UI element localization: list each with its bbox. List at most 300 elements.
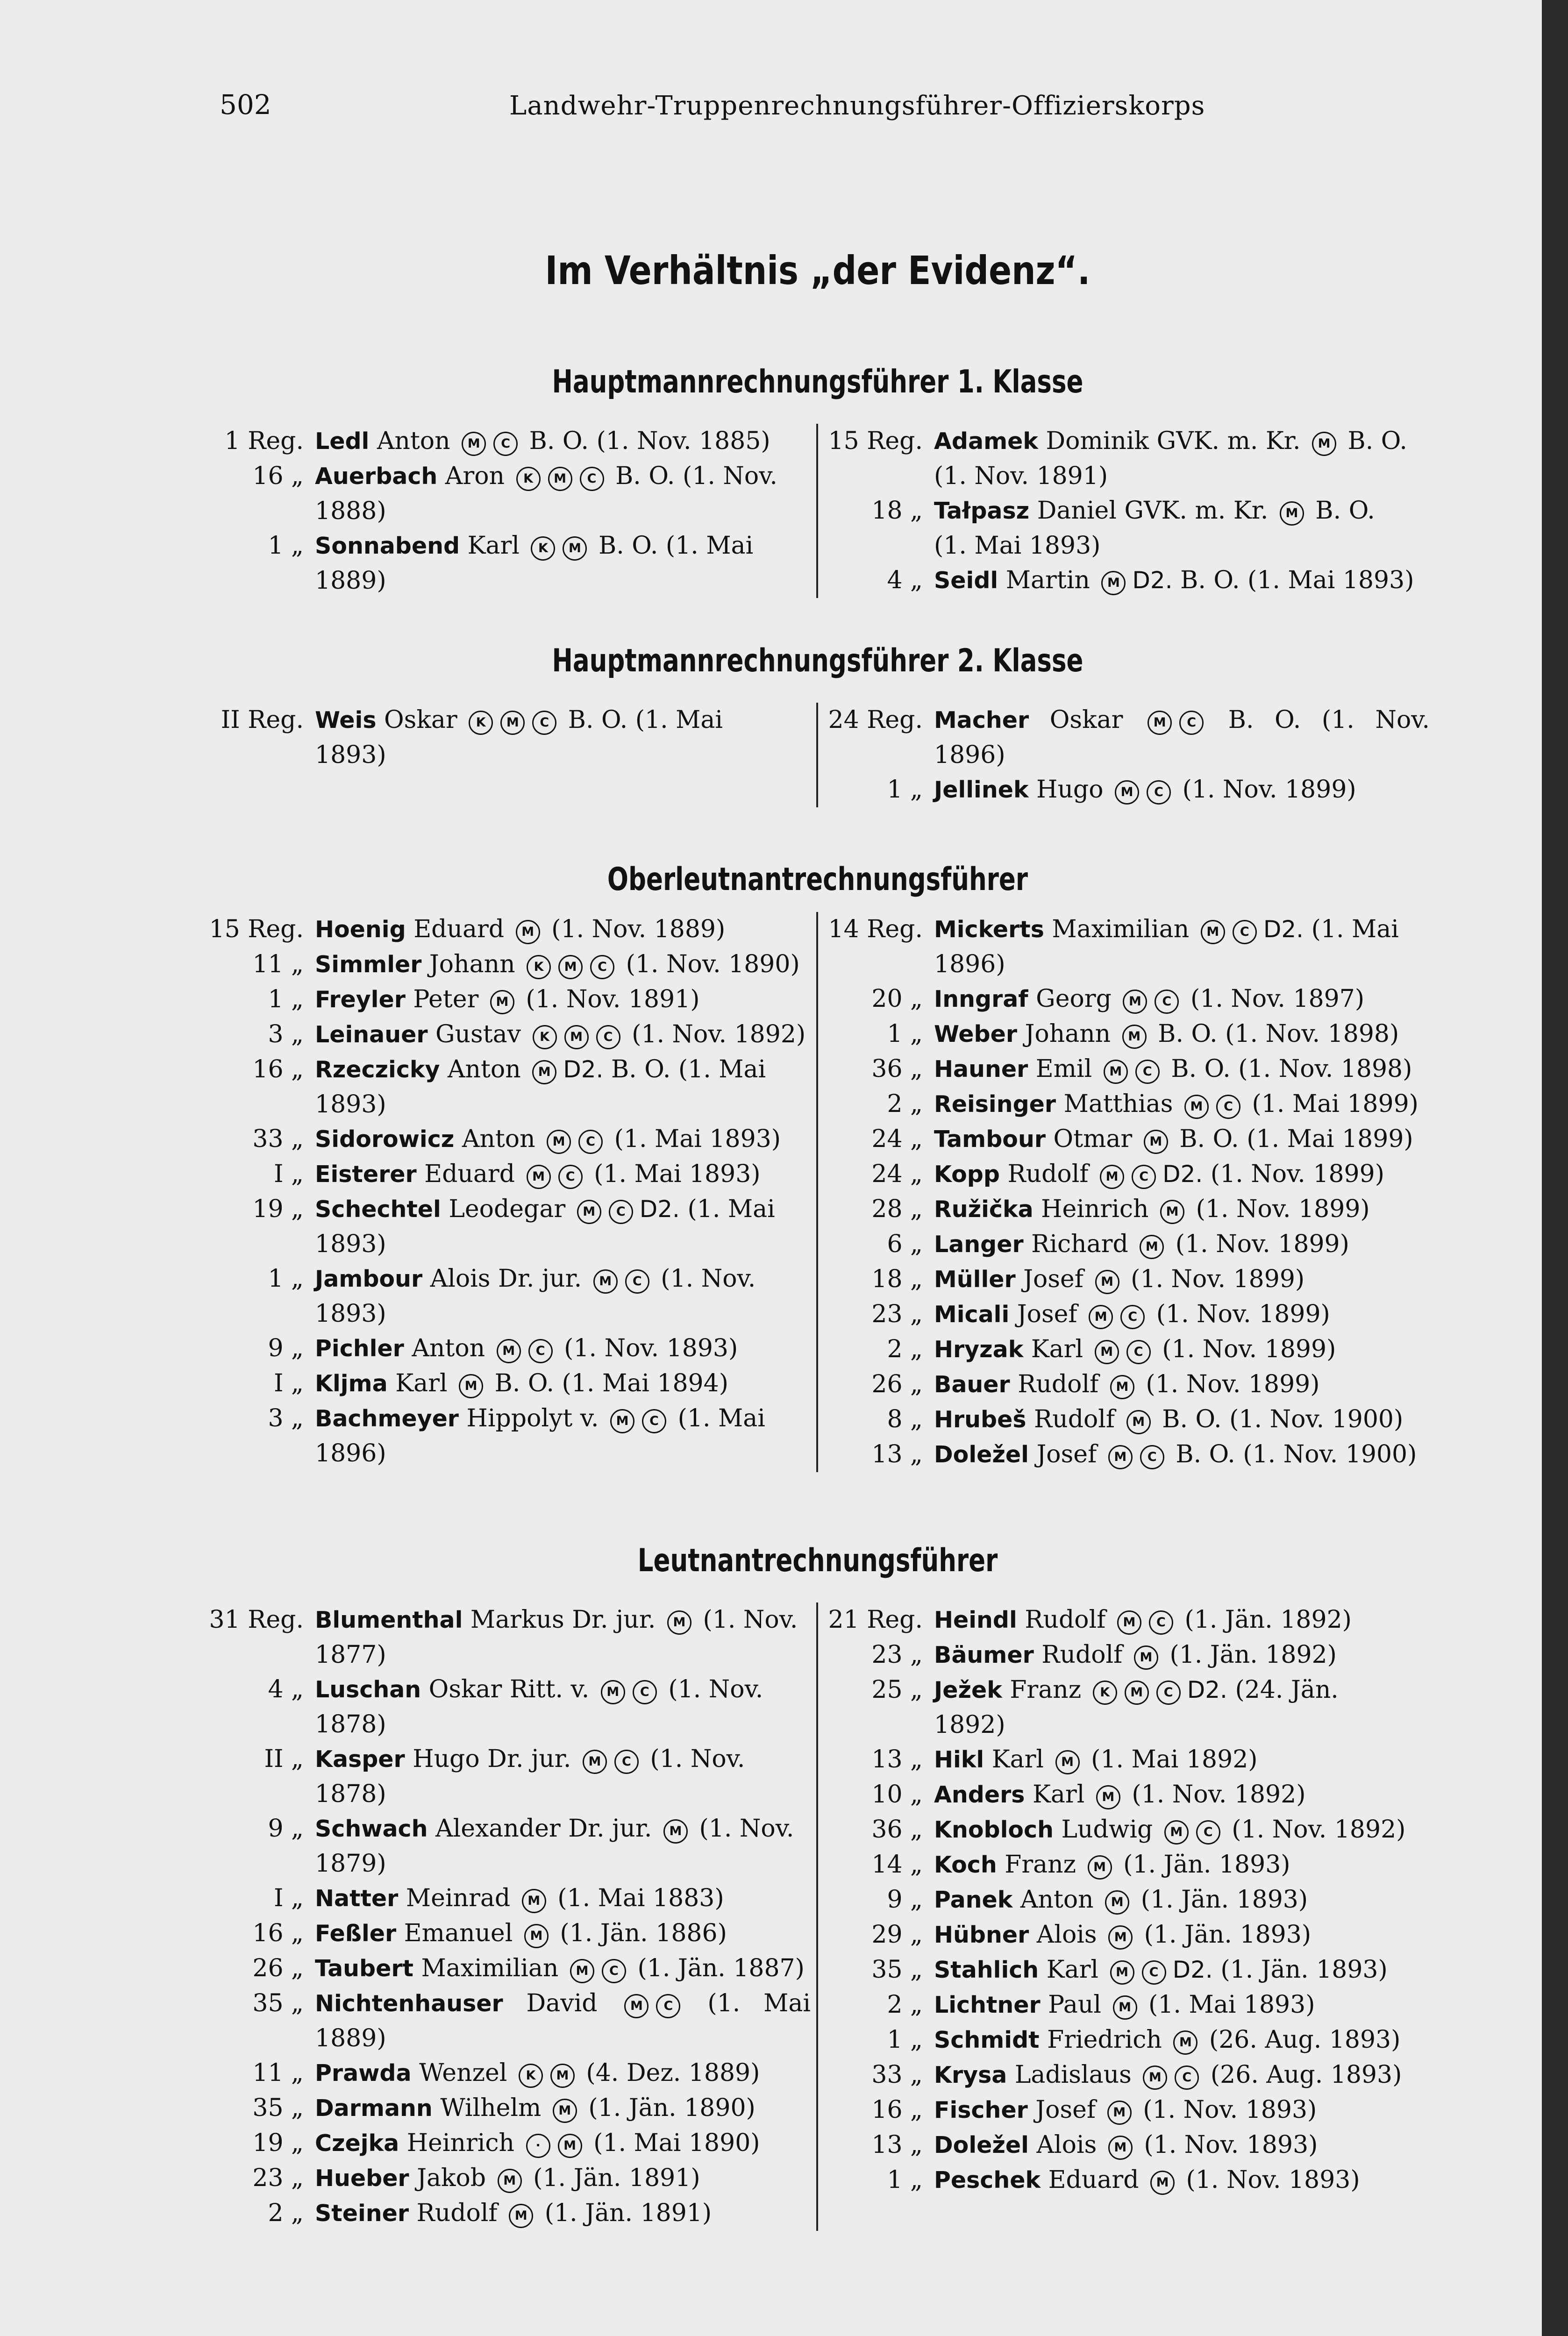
roster-entry — [825, 1673, 1430, 1742]
roster-entry — [825, 1227, 1430, 1262]
roster-entry — [825, 1087, 1430, 1122]
officer-surname: Ružička — [934, 1196, 1033, 1223]
entry-detail: B. O. (1. Nov. 1900) — [1168, 1440, 1417, 1468]
two-column-list — [206, 1602, 1430, 2231]
entry-detail: Karl — [387, 1369, 456, 1397]
entry-detail: Rudolf — [1010, 1370, 1106, 1398]
regiment-number: II „ — [264, 1745, 304, 1773]
decoration-icon: M — [601, 1680, 625, 1704]
officer-surname: Eisterer — [315, 1161, 417, 1188]
entry-detail: (1. Jän. 1886) — [552, 1919, 727, 1947]
entry-detail: (1. Jän. 1892) — [1162, 1641, 1337, 1669]
entry-detail: Heinrich — [1033, 1195, 1157, 1223]
officer-surname: Rzeczicky — [315, 1056, 440, 1083]
entry-text — [934, 1673, 1430, 1742]
entry-detail: Eduard — [1041, 2166, 1147, 2194]
roster-entry — [206, 1672, 811, 1742]
officer-surname: Koch — [934, 1852, 997, 1878]
entry-line — [315, 982, 811, 1017]
entry-detail: 1878) — [315, 1710, 386, 1738]
officer-surname: Hikl — [934, 1746, 984, 1773]
officer-surname: Mickerts — [934, 916, 1044, 943]
entry-detail: (1. Mai 1889) — [315, 1989, 811, 2052]
decoration-icon: C — [1147, 780, 1171, 805]
officer-surname: Kljma — [315, 1370, 388, 1397]
entry-text — [934, 1332, 1430, 1367]
entry-detail: (1. Jän. 1890) — [580, 2094, 755, 2122]
entry-detail: (1. Nov. 1899) — [1138, 1370, 1320, 1398]
entry-line — [315, 912, 811, 947]
entry-text — [315, 1811, 811, 1881]
entry-detail: Matthias — [1056, 1090, 1181, 1118]
entry-detail: Otmar — [1046, 1125, 1140, 1153]
officer-surname: Jellinek — [934, 776, 1029, 803]
entry-detail: Ladislaus — [1007, 2061, 1140, 2089]
roster-entry — [825, 1437, 1430, 1472]
entry-text — [934, 1917, 1430, 1952]
entry-detail: Dominik GVK. m. Kr. — [1038, 427, 1308, 455]
decoration-icon: K — [531, 536, 555, 561]
decoration-icon: C — [578, 1130, 603, 1154]
entry-detail: Rudolf — [1033, 1641, 1130, 1669]
entry-detail: Rudolf — [1017, 1606, 1113, 1634]
decoration-icon: M — [459, 1374, 483, 1398]
roster-entry — [206, 982, 811, 1017]
entry-text — [934, 1638, 1430, 1673]
decoration-icon: M — [1055, 1750, 1080, 1774]
decoration-icon: M — [462, 432, 486, 456]
entry-line — [934, 1952, 1430, 1987]
service-class: D2. — [1132, 567, 1173, 594]
roster-entry — [825, 772, 1430, 807]
entry-line — [934, 1917, 1430, 1952]
entry-line — [315, 1261, 811, 1296]
main-title: Im Verhältnis „der Evidenz“. — [545, 248, 1090, 293]
entry-text — [315, 2126, 811, 2161]
regiment-number: 16 „ — [252, 462, 304, 490]
officer-surname: Seidl — [934, 567, 998, 594]
roster-entry — [825, 1742, 1430, 1777]
roster-entry — [206, 912, 811, 947]
regiment-number: 2 „ — [887, 1991, 923, 2019]
scan-edge — [1542, 0, 1568, 2336]
regiment-number: 4 „ — [268, 1675, 304, 1703]
regiment-number: 18 „ — [871, 497, 923, 525]
decoration-icon: M — [624, 1994, 649, 2018]
regiment-number: 14 „ — [871, 1851, 923, 1879]
roster-entry — [825, 493, 1430, 563]
entry-detail: Josef — [1028, 1440, 1105, 1468]
decoration-icon: C — [1132, 1165, 1156, 1189]
entry-detail: Johann — [1017, 1020, 1119, 1048]
entry-detail: Josef — [1027, 2096, 1104, 2124]
roster-entry — [825, 1402, 1430, 1437]
regiment-number: 35 „ — [252, 1989, 304, 2017]
entry-line — [315, 1811, 811, 1846]
entry-line — [315, 2091, 811, 2126]
roster-entry — [206, 1261, 811, 1331]
regiment-number: 18 „ — [871, 1265, 923, 1293]
entry-detail: (1. Nov. 1893) — [1136, 2131, 1318, 2159]
roster-entry — [825, 1122, 1430, 1157]
decoration-icon: M — [1096, 1785, 1120, 1809]
entry-text — [934, 703, 1430, 772]
regiment-number: 1 „ — [268, 532, 304, 560]
roster-entry — [206, 528, 811, 598]
officer-surname: Müller — [934, 1266, 1016, 1293]
entry-line — [934, 1812, 1430, 1847]
entry-text — [934, 1742, 1430, 1777]
roster-entry — [206, 1986, 811, 2056]
decoration-icon: C — [1233, 920, 1257, 944]
entry-line — [315, 1052, 811, 1087]
roster-entry — [206, 2161, 811, 2196]
regiment-number: 19 „ — [252, 2129, 304, 2157]
roster-entry — [825, 1777, 1430, 1812]
entry-detail: Rudolf — [409, 2199, 506, 2227]
officer-surname: Adamek — [934, 428, 1038, 455]
decoration-icon: M — [524, 1924, 549, 1948]
entry-detail: Johann — [421, 950, 523, 978]
regiment-number: 24 „ — [871, 1160, 923, 1188]
officer-surname: Bachmeyer — [315, 1405, 459, 1432]
entry-detail: Oskar — [1029, 706, 1144, 734]
regiment-number: 26 „ — [252, 1954, 304, 1982]
entry-detail: Peter — [405, 985, 486, 1013]
roster-entry — [206, 1331, 811, 1366]
roster-entry — [206, 1366, 811, 1401]
officer-surname: Feßler — [315, 1920, 397, 1947]
decoration-icon: M — [1134, 1645, 1158, 1670]
officer-surname: Bauer — [934, 1371, 1010, 1398]
regiment-number: 1 „ — [268, 1265, 304, 1293]
decoration-icon: M — [610, 1409, 634, 1433]
entry-detail: (1. Mai — [679, 1195, 775, 1223]
entry-detail: (1. Mai — [1304, 915, 1399, 943]
entry-detail: Anton — [454, 1125, 543, 1153]
section-title: Hauptmannrechnungsführer 2. Klasse — [552, 642, 1083, 679]
regiment-number: 15 Reg. — [828, 427, 923, 455]
decoration-icon: C — [493, 432, 518, 456]
entry-detail: (1. Nov. 1892) — [624, 1020, 806, 1048]
entry-line — [315, 1602, 811, 1638]
entry-text — [315, 1366, 811, 1401]
entry-detail: (1. Mai 1893) — [1140, 1991, 1315, 2019]
decoration-icon: M — [516, 920, 540, 944]
decoration-icon: C — [528, 1339, 553, 1363]
regiment-number: 4 „ — [887, 566, 923, 594]
regiment-number: 33 „ — [871, 2061, 923, 2089]
roster-entry — [825, 2093, 1430, 2128]
entry-text — [315, 1951, 811, 1986]
entry-text — [315, 1986, 811, 2056]
decoration-icon: M — [1104, 1060, 1128, 1084]
entry-detail: Karl — [1025, 1780, 1092, 1809]
entry-detail: (26. Aug. 1893) — [1203, 2061, 1402, 2089]
officer-surname: Panek — [934, 1887, 1013, 1913]
decoration-icon: K — [519, 2064, 543, 2088]
decoration-icon: M — [522, 1889, 546, 1913]
officer-surname: Krysa — [934, 2062, 1007, 2088]
regiment-number: 31 Reg. — [209, 1606, 304, 1634]
entry-detail: 1889) — [315, 567, 386, 595]
entry-text — [934, 1087, 1430, 1122]
entry-line — [315, 1707, 811, 1742]
entry-detail: (1. Nov. 1892) — [1224, 1816, 1406, 1844]
entry-line — [934, 2023, 1430, 2058]
officer-surname: Natter — [315, 1885, 399, 1912]
left-column — [206, 1602, 816, 2231]
entry-text — [315, 1881, 811, 1916]
entry-detail: Oskar — [376, 706, 465, 734]
decoration-icon: M — [550, 2064, 575, 2088]
roster-entry — [825, 703, 1430, 772]
regiment-number: 16 „ — [252, 1055, 304, 1083]
roster-entry — [825, 1952, 1430, 1987]
roster-entry — [206, 1401, 811, 1471]
decoration-icon: C — [1155, 990, 1179, 1014]
entry-detail: 1893) — [315, 1090, 386, 1118]
roster-entry — [206, 1192, 811, 1261]
entry-detail: (1. Nov. 1890) — [618, 950, 800, 978]
entry-text — [315, 1261, 811, 1331]
page-header — [206, 84, 1430, 135]
decoration-icon: C — [1135, 1060, 1160, 1084]
roster-entry — [825, 2128, 1430, 2163]
officer-surname: Hryzak — [934, 1336, 1024, 1363]
entry-line — [315, 2126, 811, 2161]
entry-detail: 1893) — [315, 1300, 386, 1328]
decoration-icon: C — [642, 1409, 666, 1433]
entry-text — [934, 1192, 1430, 1227]
two-column-list — [206, 424, 1430, 598]
entry-detail: (1. Nov. 1891) — [518, 985, 700, 1013]
entry-line — [315, 1846, 811, 1881]
entry-detail: (26. Aug. 1893) — [1201, 2026, 1401, 2054]
entry-detail: (1. Mai — [670, 1404, 765, 1432]
officer-surname: Langer — [934, 1231, 1024, 1258]
regiment-number: 23 „ — [252, 2164, 304, 2192]
officer-surname: Hueber — [315, 2165, 409, 2192]
officer-surname: Nichtenhauser — [315, 1990, 503, 2017]
entry-detail: Karl — [460, 532, 527, 560]
entry-detail: Anton — [440, 1055, 529, 1083]
officer-surname: Hrubeš — [934, 1406, 1026, 1433]
decoration-icon: M — [1280, 501, 1304, 526]
decoration-icon: M — [1147, 711, 1172, 735]
decoration-icon: M — [1126, 1410, 1151, 1434]
decoration-icon: C — [656, 1994, 680, 2018]
decoration-icon: C — [614, 1750, 639, 1774]
entry-detail: (1. Nov. 1899) — [1168, 1230, 1349, 1258]
decoration-icon: M — [1089, 1305, 1113, 1329]
regiment-number: 29 „ — [871, 1921, 923, 1949]
roster-entry — [825, 1367, 1430, 1402]
decoration-icon: C — [1142, 1960, 1166, 1985]
entry-text — [315, 2161, 811, 2196]
entry-detail: B. O. — [1307, 497, 1375, 525]
decoration-icon: C — [1156, 1681, 1181, 1705]
roster-entry — [206, 1602, 811, 1672]
entry-detail: (1. Nov. — [660, 1675, 763, 1703]
entry-detail: (1. Nov. 1899) — [1188, 1195, 1370, 1223]
regiment-number: 3 „ — [268, 1020, 304, 1048]
roster-entry — [206, 1916, 811, 1951]
entry-detail: (1. Nov. 1893) — [1135, 2096, 1317, 2124]
entry-detail: Maximilian — [413, 1954, 566, 1982]
entry-line — [934, 563, 1430, 598]
roster-entry — [206, 2126, 811, 2161]
entry-detail: Anton — [404, 1334, 493, 1362]
section-title: Oberleutnantrechnungsführer — [607, 861, 1028, 898]
decoration-icon: K — [516, 467, 541, 491]
entry-detail: (1. Jän. 1893) — [1136, 1921, 1311, 1949]
regiment-number: 11 „ — [252, 950, 304, 978]
entry-line — [934, 1052, 1430, 1087]
decoration-icon: M — [570, 1959, 594, 1983]
decoration-icon: C — [625, 1269, 649, 1294]
officer-surname: Weber — [934, 1021, 1018, 1047]
entry-line — [315, 1227, 811, 1261]
entry-line — [315, 1986, 811, 2056]
decoration-icon: M — [1201, 920, 1225, 944]
officer-surname: Schechtel — [315, 1196, 441, 1223]
regiment-number: 26 „ — [871, 1370, 923, 1398]
officer-surname: Simmler — [315, 951, 422, 978]
entry-text — [934, 982, 1430, 1017]
entry-text — [934, 1987, 1430, 2023]
entry-line — [934, 2128, 1430, 2163]
regiment-number: 2 „ — [887, 1335, 923, 1363]
right-column — [816, 703, 1430, 807]
decoration-icon: M — [1110, 1960, 1134, 1985]
entry-text — [934, 493, 1430, 563]
entry-line — [934, 912, 1430, 947]
page-content — [206, 84, 1430, 2231]
entry-line — [934, 459, 1430, 493]
entry-text — [934, 1052, 1430, 1087]
section-title: Leutnantrechnungsführer — [637, 1542, 998, 1579]
officer-surname: Blumenthal — [315, 1607, 463, 1633]
decoration-icon: M — [1122, 1025, 1147, 1049]
regiment-number: 6 „ — [887, 1230, 923, 1258]
entry-line — [934, 528, 1430, 563]
entry-detail: (1. Mai 1890) — [585, 2129, 760, 2157]
decoration-icon: M — [1095, 1270, 1119, 1294]
entry-text — [934, 1262, 1430, 1297]
regiment-number: 20 „ — [871, 985, 923, 1013]
entry-text — [315, 424, 811, 459]
regiment-number: 3 „ — [268, 1404, 304, 1432]
officer-surname: Tałpasz — [934, 498, 1030, 524]
entry-text — [934, 1402, 1430, 1437]
entry-detail: Josef — [1009, 1300, 1085, 1328]
decoration-icon: C — [1120, 1305, 1145, 1329]
entry-detail: 1893) — [315, 741, 386, 769]
regiment-number: 1 „ — [268, 985, 304, 1013]
left-column — [206, 703, 816, 807]
regiment-number: 9 „ — [268, 1815, 304, 1843]
entry-line — [934, 772, 1430, 807]
officer-surname: Auerbach — [315, 463, 438, 490]
entry-line — [934, 1847, 1430, 1882]
entry-detail: Rudolf — [999, 1160, 1097, 1188]
entry-text — [934, 1122, 1430, 1157]
entry-detail: B. O. (1. Mai — [560, 706, 723, 734]
officer-surname: Micali — [934, 1301, 1010, 1328]
entry-line — [315, 459, 811, 494]
officer-surname: Sonnabend — [315, 533, 460, 559]
roster-entry — [825, 1847, 1430, 1882]
entry-text — [315, 1742, 811, 1811]
roster-entry — [206, 2091, 811, 2126]
regiment-number: 1 „ — [887, 1020, 923, 1048]
service-class: D2. — [1187, 1676, 1227, 1703]
entry-line — [934, 1332, 1430, 1367]
entry-detail: B. O. (1. Mai 1893) — [1172, 566, 1414, 594]
regiment-number: 15 Reg. — [209, 915, 304, 943]
officer-surname: Prawda — [315, 2060, 412, 2087]
entry-text — [315, 1052, 811, 1122]
entry-detail: (1. Nov. 1889) — [543, 915, 726, 943]
regiment-number: 10 „ — [871, 1780, 923, 1809]
decoration-icon: M — [1101, 571, 1126, 595]
entry-detail: Maximilian — [1044, 915, 1197, 943]
entry-detail: Alois — [1028, 2131, 1105, 2159]
entry-detail: (1. Mai 1892) — [1083, 1745, 1258, 1773]
decoration-icon: M — [1173, 2030, 1197, 2055]
decoration-icon: M — [558, 2134, 582, 2158]
regiment-number: 23 „ — [871, 1300, 923, 1328]
entry-detail: Georg — [1028, 985, 1119, 1013]
regiment-number: 1 Reg. — [224, 427, 304, 455]
entry-detail: (1. Nov. — [642, 1745, 745, 1773]
entry-detail: (1. Mai 1893) — [586, 1160, 761, 1188]
decoration-icon: M — [1108, 1925, 1133, 1950]
officer-surname: Steiner — [315, 2200, 409, 2227]
entry-text — [934, 772, 1430, 807]
entry-detail: (1. Jän. 1891) — [537, 2199, 712, 2227]
entry-text — [934, 1777, 1430, 1812]
page-number: 502 — [220, 89, 271, 121]
entry-line — [315, 1296, 811, 1331]
decoration-icon: M — [558, 955, 583, 979]
entry-text — [315, 459, 811, 528]
entry-line — [315, 1366, 811, 1401]
regiment-number: 23 „ — [871, 1641, 923, 1669]
service-class: D2. — [639, 1196, 680, 1223]
entry-text — [934, 2058, 1430, 2093]
entry-detail: (1. Jän. 1887) — [629, 1954, 805, 1982]
entry-detail: (1. Nov. — [653, 1265, 756, 1293]
entry-text — [315, 1672, 811, 1742]
decoration-icon: K — [469, 711, 493, 735]
officer-surname: Doležel — [934, 2132, 1029, 2158]
entry-text — [315, 1157, 811, 1192]
entry-detail: (1. Nov. 1897) — [1183, 985, 1365, 1013]
entry-detail: (1. Nov. 1892) — [1124, 1780, 1306, 1809]
entry-line — [934, 1742, 1430, 1777]
entry-line — [315, 1881, 811, 1916]
entry-text — [934, 424, 1430, 493]
roster-entry — [206, 2196, 811, 2231]
roster-entry — [825, 1262, 1430, 1297]
decoration-icon: M — [663, 1819, 688, 1844]
entry-text — [315, 947, 811, 982]
decoration-icon: M — [1115, 780, 1139, 805]
decoration-icon: C — [558, 1165, 583, 1189]
entry-detail: Gustav — [428, 1020, 529, 1048]
